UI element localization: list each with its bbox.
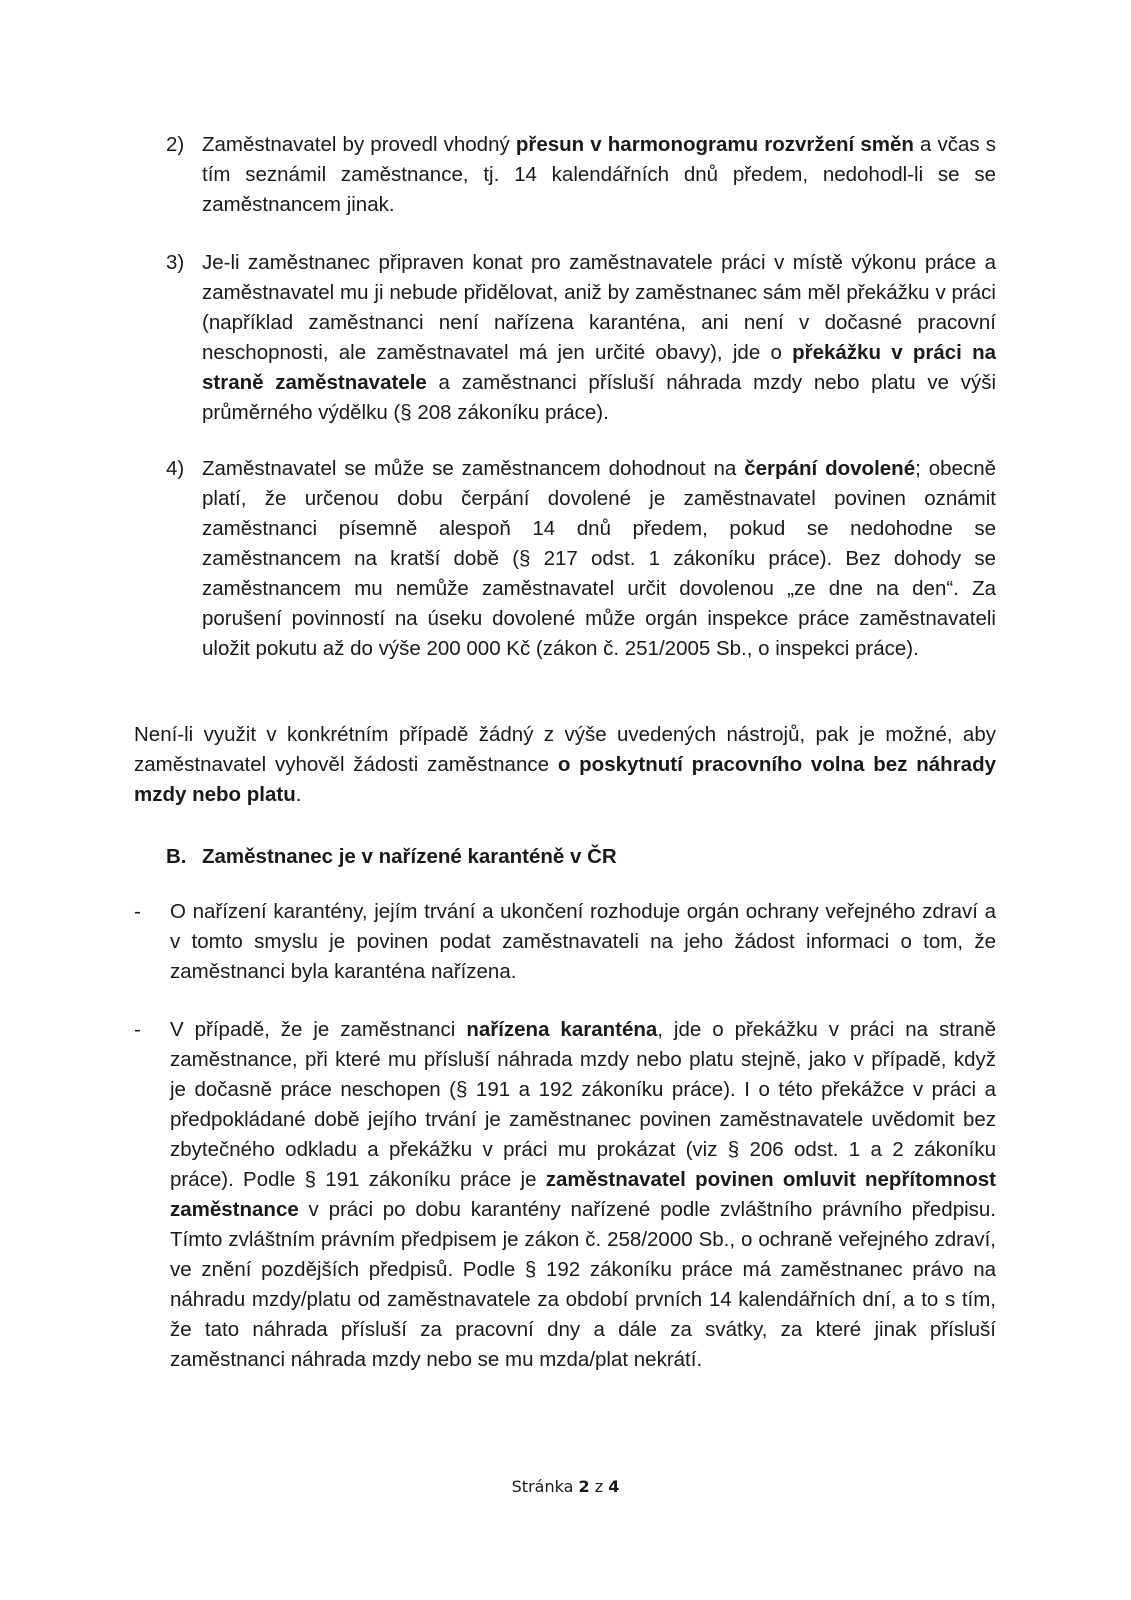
text-run: Zaměstnavatel by provedl vhodný bbox=[202, 133, 516, 156]
text-run: a včas s tím seznámil zaměstnance, tj. 14 kalendářních dnů předem, nedohodl-li se se zaměstnancem jinak. bbox=[202, 133, 996, 216]
bold-text-run: čerpání dovolené bbox=[744, 457, 916, 480]
section-heading bbox=[166, 842, 617, 872]
text-run: Není-li využit v konkrétním případě žádný z výše uvedených nástrojů, pak je možné, aby zaměstnavatel vyhověl žádosti zaměstnance bbox=[134, 723, 996, 776]
text-run: ; obecně platí, že určenou dobu čerpání dovolené je zaměstnavatel povinen oznámit zaměstnanci písemně alespoň 14 dnů předem, pokud se nedohodne se zaměstnancem na kratší době (§ 217 odst. 1 zákoníku práce). Bez dohody se zaměstnancem mu nemůže zaměstnavatel určit dovolenou „ze dne na den“. Za porušení povinností na úseku dovolené může orgán inspekce práce zaměstnavateli uložit pokutu až do výše 200 000 Kč (zákon č. 251/2005 Sb., o inspekci práce). bbox=[202, 457, 996, 660]
page-label: Stránka bbox=[511, 1477, 574, 1496]
current-page-number: 2 bbox=[578, 1477, 590, 1496]
dash-item-text bbox=[170, 1015, 996, 1375]
bold-text-run: o poskytnutí pracovního volna bez náhrady mzdy nebo platu bbox=[134, 753, 997, 806]
list-item-text bbox=[202, 130, 996, 220]
dash-item-1 bbox=[134, 897, 996, 987]
dash-item-2 bbox=[134, 1015, 996, 1375]
text-run: . bbox=[295, 783, 302, 806]
bold-text-run: zaměstnavatel povinen omluvit nepřítomnost zaměstnance bbox=[170, 1168, 996, 1221]
text-run: Zaměstnavatel se může se zaměstnancem dohodnout na bbox=[202, 457, 745, 480]
section-letter: B. bbox=[166, 845, 187, 868]
list-item-4 bbox=[166, 454, 996, 664]
list-number: 3) bbox=[166, 251, 185, 274]
text-run: V případě, že je zaměstnanci bbox=[170, 1018, 467, 1041]
list-number: 2) bbox=[166, 133, 185, 156]
bold-text-run: nařízena karanténa bbox=[466, 1018, 658, 1041]
list-item-text bbox=[202, 454, 996, 664]
text-run: Je-li zaměstnanec připraven konat pro zaměstnavatele práci v místě výkonu práce a zaměstnavatel mu ji nebude přidělovat, aniž by zaměstnanec sám měl překážku v práci (například zaměstnanci není nařízena karanténa, ani není v dočasné pracovní neschopnosti, ale zaměstnavatel má jen určité obavy), jde o bbox=[202, 251, 996, 364]
text-run: a zaměstnanci přísluší náhrada mzdy nebo platu ve výši průměrného výdělku (§ 208 zákoníku práce). bbox=[202, 371, 996, 424]
body-paragraph bbox=[134, 720, 996, 810]
section-title: Zaměstnanec je v nařízené karanténě v ČR bbox=[202, 845, 617, 868]
text-run: , jde o překážku v práci na straně zaměstnance, při které mu přísluší náhrada mzdy nebo platu stejně, jako v případě, když je dočasně práce neschopen (§ 191 a 192 zákoníku práce). I o této překážce v práci a předpokládané době jejího trvání je zaměstnanec povinen zaměstnavatele uvědomit bez zbytečného odkladu a překážku v práci mu prokázat (viz § 206 odst. 1 a 2 zákoníku práce). Podle § 191 zákoníku práce je bbox=[170, 1018, 996, 1191]
dash-item-text bbox=[170, 897, 996, 987]
dash-marker: - bbox=[134, 1018, 141, 1041]
total-pages-number: 4 bbox=[608, 1477, 620, 1496]
list-number: 4) bbox=[166, 457, 185, 480]
dash-marker: - bbox=[134, 900, 141, 923]
bold-text-run: přesun v harmonogramu rozvržení směn bbox=[515, 133, 914, 156]
text-run: v práci po dobu karantény nařízené podle zvláštního právního předpisu. Tímto zvláštním právním předpisem je zákon č. 258/2000 Sb., o ochraně veřejného zdraví, ve znění pozdějších předpisů. Podle § 192 zákoníku práce má zaměstnanec právo na náhradu mzdy/platu od zaměstnavatele za období prvních 14 kalendářních dní, a to s tím, že tato náhrada přísluší za pracovní dny a dále za svátky, za které jinak přísluší zaměstnanci náhrada mzdy nebo se mu mzda/plat nekrátí. bbox=[170, 1198, 996, 1371]
text-run: O nařízení karantény, jejím trvání a ukončení rozhoduje orgán ochrany veřejného zdraví a v tomto smyslu je povinen podat zaměstnavateli na jeho žádost informaci o tom, že zaměstnanci byla karanténa nařízena. bbox=[170, 900, 996, 983]
bold-text-run: překážku v práci na straně zaměstnavatele bbox=[202, 341, 996, 394]
list-item-2 bbox=[166, 130, 996, 220]
list-item-3 bbox=[166, 248, 996, 428]
page-separator: z bbox=[594, 1477, 604, 1496]
page-footer bbox=[0, 1477, 1131, 1497]
list-item-text bbox=[202, 248, 996, 428]
